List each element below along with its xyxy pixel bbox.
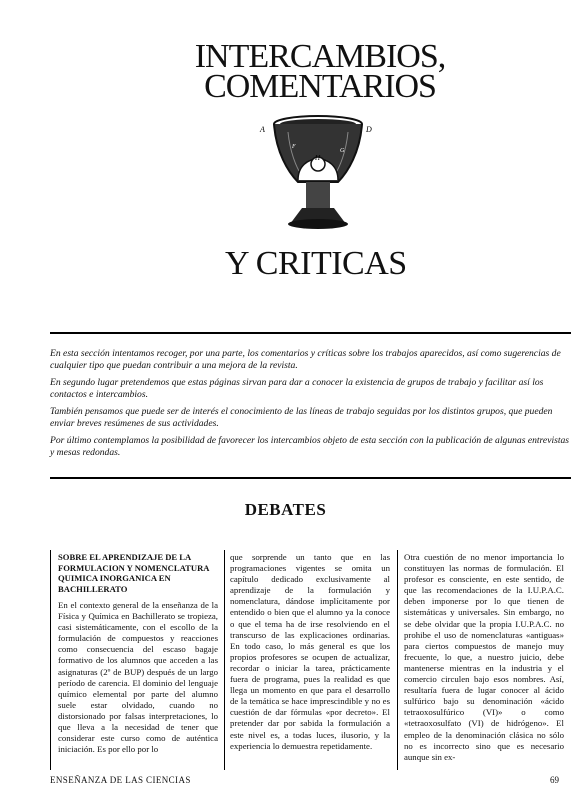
- article-body: que sorprende un tanto que en las programaciones vigentes se omita un capítulo dedicado exclusivamente al aprendizaje de la formulación y nomenclatura, dándose implícitamente por entendido o bien que el alumno ya la conoce o que el tema ha de irse resolviendo en el transcurso de las explicaciones ordinarias. En todo caso, lo más general es que los propios profesores se ocupen de actualizar, recordar o iniciar la tarea, prácticamente fuera de programa, pues la realidad es que llega un momento en que para el desarrollo de la temática se hace imprescindible y no es cuestión de dar fórmulas «por decreto». El pretender dar por sabida la formulación a este nivel es, a todas luces, ilusorio, y la experiencia lo demuestra repetidamente.: [230, 552, 390, 751]
- article-column-2: [230, 552, 390, 752]
- engraving-label-f: F: [292, 144, 296, 150]
- title-line-3: Y CRITICAS: [225, 245, 407, 282]
- intro-paragraph: En segundo lugar pretendemos que estas páginas sirvan para dar a conocer la existencia de grupos de trabajo y facilitar así los contactos e intercambios.: [50, 377, 544, 400]
- intro-paragraph: En esta sección intentamos recoger, por una parte, los comentarios y críticas sobre los trabajos aparecidos, así como sugerencias de cualquier tipo que puedan contribuir a una mejora de la revista.: [50, 348, 561, 371]
- engraving-label-a: A: [260, 125, 265, 134]
- title-line-2: COMENTARIOS: [204, 68, 436, 105]
- column-divider: [50, 550, 51, 770]
- column-divider: [397, 550, 398, 770]
- article-body: Otra cuestión de no menor importancia lo constituyen las normas de formulación. El profesor es consciente, en este sentido, de que las recomendaciones de la I.U.P.A.C. deben imponerse por lo que tienen de sistemáticas y universales. Sin embargo, no se debe olvidar que la propia I.U.P.A.C. no prohibe el uso de nomenclaturas «antiguas» para ciertos compuestos de manejo muy frecuente, lo que, a nuestro juicio, debe mantenerse mientras en la industria y el comercio circulen bajo esos nombres. Así, resultaría fuera de lugar conocer al ácido sulfúrico bajo su denominación «ácido tetraoxosulfúrico (VI)» o como «tetraoxosulfato (VI) de hidrógeno». El empleo de la denominación clásica no sólo no es incorrecto sino que es necesario aunque sin ex-: [404, 552, 564, 762]
- engraving-label-d: D: [366, 125, 372, 134]
- intro-text: [50, 348, 571, 464]
- top-rule: [50, 332, 571, 334]
- article-heading: SOBRE EL APRENDIZAJE DE LA FORMULACION Y NOMENCLATURA QUIMICA INORGANICA EN BACHILLERATO: [58, 552, 210, 594]
- article-column-1: [58, 552, 218, 755]
- column-divider: [224, 550, 225, 770]
- engraving-label-g: G: [340, 148, 345, 154]
- engraving-label-h: H: [315, 154, 321, 162]
- bottom-rule: [50, 477, 571, 479]
- intro-paragraph: También pensamos que puede ser de interés el conocimiento de las líneas de trabajo seguidas por los distintos grupos, que pueden enviar breves resúmenes de sus actividades.: [50, 406, 553, 429]
- title-line-1: INTERCAMBIOS,: [194, 38, 446, 75]
- goblet-engraving-illustration: [258, 112, 378, 234]
- section-title: DEBATES: [244, 500, 327, 519]
- intro-paragraph: Por último contemplamos la posibilidad de favorecer los intercambios objeto de esta sección con la publicación de algunas entrevistas y mesas redondas.: [50, 435, 570, 458]
- journal-name: ENSEÑANZA DE LAS CIENCIAS: [50, 775, 191, 785]
- article-body: En el contexto general de la enseñanza de la Física y Química en Bachillerato se tropieza, casi sistemáticamente, con el escollo de la formulación de compuestos y reacciones como consecuencia del escaso bagaje formativo de los alumnos que acceden a las asignaturas (2º de BUP) después de un largo período de carencia. El dominio del lenguaje químico elemental por parte del alumno suele estar olvidado, cuando no distorsionado por falsas interpretaciones, lo que lleva a la necesidad de tener que considerar este curso como de auténtica iniciación. Es por ello por lo: [58, 600, 218, 755]
- article-column-3: [404, 552, 564, 763]
- page-number: 69: [550, 775, 559, 785]
